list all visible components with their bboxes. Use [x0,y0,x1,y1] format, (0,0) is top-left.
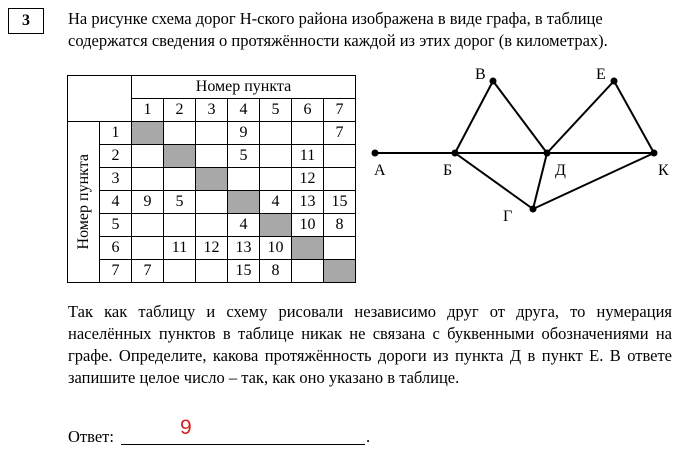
distance-cell [164,168,196,191]
row-header-title: Номер пункта [74,154,92,250]
distance-cell: 9 [132,191,164,214]
column-number: 7 [324,99,356,122]
distance-cell: 8 [260,260,292,283]
diagonal-cell [324,260,356,283]
node-K-label: К [658,162,669,179]
row-number: 2 [100,145,132,168]
row-number: 7 [100,260,132,283]
row-number: 6 [100,237,132,260]
answer-field[interactable] [121,444,365,445]
table-row [68,191,356,214]
distance-cell [196,260,228,283]
table-row [68,260,356,283]
distance-cell: 12 [196,237,228,260]
distance-cell [228,168,260,191]
distance-cell [292,260,324,283]
distance-cell: 8 [324,214,356,237]
column-number: 5 [260,99,292,122]
distance-cell [164,214,196,237]
distance-cell: 15 [324,191,356,214]
distance-cell [260,122,292,145]
distance-cell [164,260,196,283]
distance-cell: 9 [228,122,260,145]
distance-cell: 5 [164,191,196,214]
node-G-label: Г [503,208,513,225]
table-row [68,237,356,260]
table-row [68,168,356,191]
distance-cell [324,145,356,168]
distance-cell [260,145,292,168]
edge-B-V [455,81,493,153]
answer-end: . [366,427,371,446]
node-B-dot [452,150,459,157]
node-G-dot [530,206,537,213]
node-D-label: Д [555,162,566,179]
edge-G-D [533,153,547,209]
node-B-label: Б [443,162,453,179]
edge-E-K [614,81,654,153]
row-number: 3 [100,168,132,191]
distance-cell: 10 [292,214,324,237]
distance-cell [132,168,164,191]
distance-cell: 11 [292,145,324,168]
table-corner [68,76,132,122]
distance-cell: 7 [132,260,164,283]
column-number: 2 [164,99,196,122]
distance-cell [132,237,164,260]
distance-cell: 4 [228,214,260,237]
diagonal-cell [164,145,196,168]
node-D-dot [544,150,551,157]
node-A-dot [372,150,379,157]
distance-cell: 11 [164,237,196,260]
distance-cell [164,122,196,145]
diagonal-cell [292,237,324,260]
distance-cell: 15 [228,260,260,283]
distance-table-wrapper [67,75,356,283]
row-number: 4 [100,191,132,214]
node-V-dot [490,78,497,85]
body-text: Так как таблицу и схему рисовали независимо друг от друга, то нумерация населённых пунктов в таблице никак не связана с буквенными обозначениями на графе. Определите, какова протяжённость дороги из пункта Д в пункт Е. В ответе запишите целое число – так, как оно указано в таблице. [68,302,672,387]
table-row [68,122,356,145]
column-number: 6 [292,99,324,122]
distance-cell: 12 [292,168,324,191]
node-V-label: В [475,66,486,83]
table-row [68,214,356,237]
row-number: 1 [100,122,132,145]
distance-cell [260,168,292,191]
row-header-title-cell [68,122,100,283]
diagonal-cell [196,168,228,191]
answer-value: 9 [180,416,192,439]
node-E-label: Е [596,66,606,83]
node-K-dot [651,150,658,157]
column-number: 1 [132,99,164,122]
distance-table [67,75,356,283]
edge-V-D [493,81,547,153]
column-header-title: Номер пункта [132,76,356,99]
task-number: 3 [8,8,44,34]
distance-cell [292,122,324,145]
column-number: 3 [196,99,228,122]
distance-cell [196,145,228,168]
distance-cell: 4 [260,191,292,214]
diagonal-cell [260,214,292,237]
distance-cell [324,237,356,260]
column-number: 4 [228,99,260,122]
node-A-label: А [374,162,386,179]
diagonal-cell [228,191,260,214]
intro-text: На рисунке схема дорог Н-ского района изображена в виде графа, в таблице содержатся сведения о протяжённости каждой из этих дорог (в километрах). [68,9,608,50]
distance-cell: 10 [260,237,292,260]
distance-cell: 5 [228,145,260,168]
distance-cell [324,168,356,191]
distance-cell: 7 [324,122,356,145]
graph-edges [375,81,654,209]
node-E-dot [611,78,618,85]
edge-D-E [547,81,614,153]
distance-cell [196,122,228,145]
distance-cell [196,214,228,237]
distance-cell: 13 [292,191,324,214]
edge-G-K [533,153,654,209]
distance-cell [196,191,228,214]
answer-label: Ответ: [68,427,114,446]
distance-cell [132,214,164,237]
road-graph [362,66,678,256]
graph-nodes [372,66,670,225]
distance-cell: 13 [228,237,260,260]
edge-B-G [455,153,533,209]
table-row [68,145,356,168]
distance-cell [132,145,164,168]
row-number: 5 [100,214,132,237]
diagonal-cell [132,122,164,145]
